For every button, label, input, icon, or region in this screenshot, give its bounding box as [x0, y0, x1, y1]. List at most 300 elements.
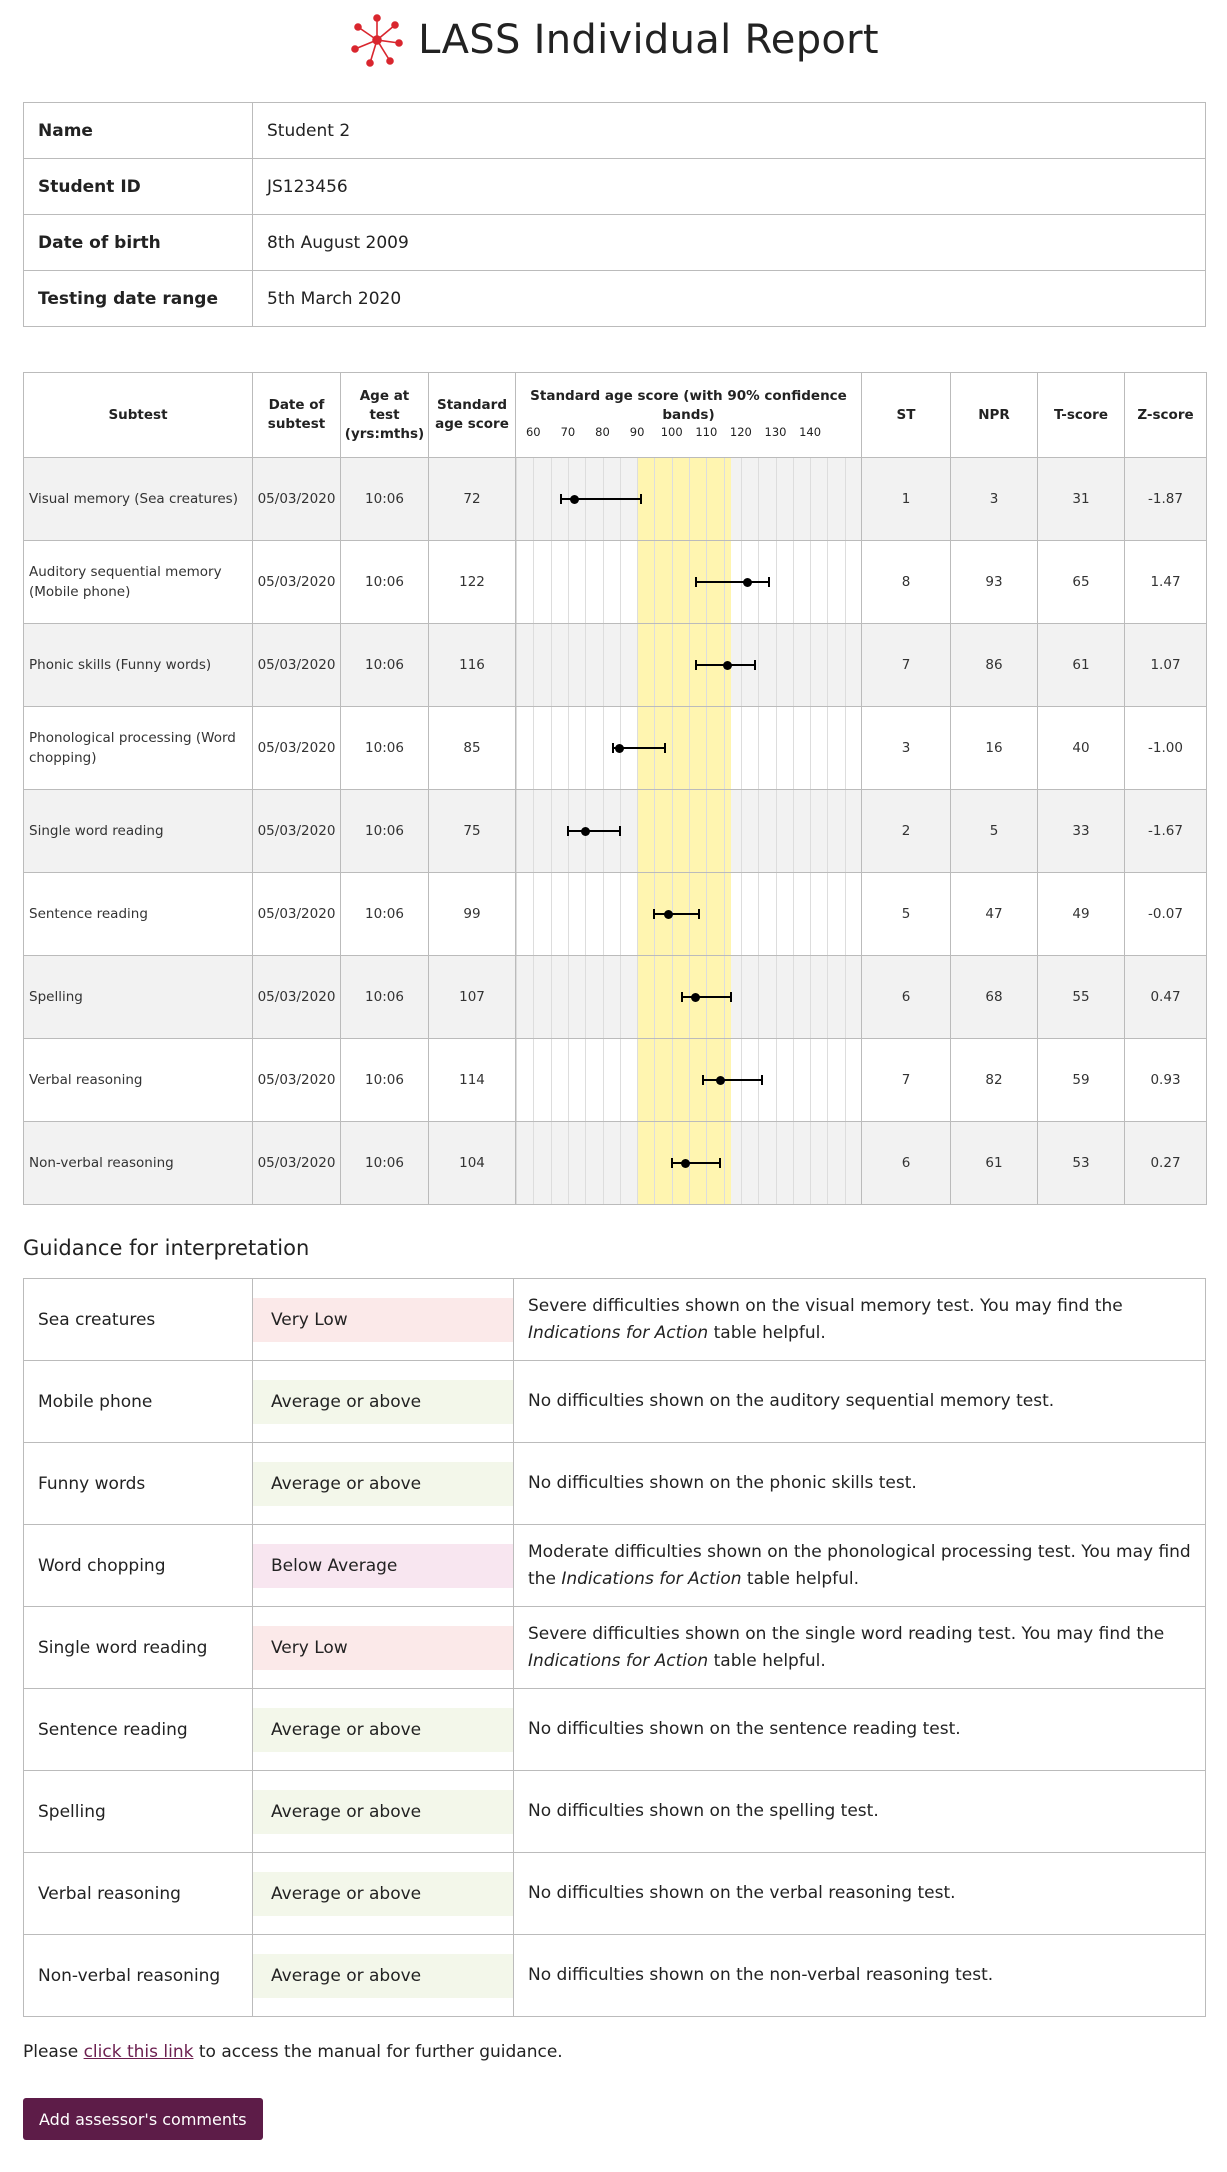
score-point [581, 827, 590, 836]
grid-line [551, 956, 552, 1038]
info-label: Date of birth [24, 215, 253, 271]
info-row-student-id [24, 159, 1206, 215]
grid-line [724, 1122, 725, 1204]
grid-line [516, 707, 517, 789]
grid-line [568, 956, 569, 1038]
score-point [743, 578, 752, 587]
cell-st: 6 [862, 956, 951, 1039]
grid-line [568, 1039, 569, 1121]
score-point [615, 744, 624, 753]
cell-sas: 107 [429, 956, 516, 1039]
cell-z-score: 0.47 [1125, 956, 1207, 1039]
cell-subtest: Phonological processing (Word chopping) [24, 707, 253, 790]
grid-line [827, 541, 828, 623]
grid-line [810, 1039, 811, 1121]
grid-line [810, 541, 811, 623]
cell-npr: 47 [951, 873, 1038, 956]
grid-line [620, 1122, 621, 1204]
guidance-level-cell [253, 1607, 514, 1689]
cell-subtest: Visual memory (Sea creatures) [24, 458, 253, 541]
col-sas: Standard age score [429, 373, 516, 458]
cell-date: 05/03/2020 [253, 707, 341, 790]
grid-line [585, 541, 586, 623]
cell-chart [516, 458, 862, 541]
cell-t-score: 55 [1038, 956, 1125, 1039]
guidance-test: Sea creatures [24, 1279, 253, 1361]
grid-line [672, 1039, 673, 1121]
x-tick-label: 110 [695, 425, 718, 439]
confidence-cap [567, 826, 569, 836]
cell-st: 6 [862, 1122, 951, 1205]
grid-line [810, 707, 811, 789]
info-value: JS123456 [253, 159, 1206, 215]
page-title: LASS Individual Report [418, 17, 879, 63]
cell-st: 2 [862, 790, 951, 873]
grid-line [620, 624, 621, 706]
table-row [24, 1039, 1207, 1122]
grid-line [585, 707, 586, 789]
grid-line [585, 1122, 586, 1204]
cell-chart [516, 541, 862, 624]
grid-line [793, 1122, 794, 1204]
grid-line [845, 873, 846, 955]
grid-line [810, 790, 811, 872]
scores-body [24, 458, 1207, 1205]
guidance-test: Verbal reasoning [24, 1853, 253, 1935]
guidance-test: Spelling [24, 1771, 253, 1853]
cell-sas: 99 [429, 873, 516, 956]
x-tick-label: 130 [764, 425, 787, 439]
grid-line [637, 790, 638, 872]
average-band [637, 458, 730, 540]
confidence-band [682, 996, 730, 998]
score-point [691, 993, 700, 1002]
grid-line [533, 790, 534, 872]
info-label: Testing date range [24, 271, 253, 327]
guidance-text [514, 1607, 1206, 1689]
grid-line [706, 458, 707, 540]
level-badge: Average or above [253, 1462, 513, 1506]
grid-line [776, 873, 777, 955]
confidence-cap [730, 992, 732, 1002]
cell-chart [516, 707, 862, 790]
cell-age: 10:06 [341, 1039, 429, 1122]
cell-npr: 16 [951, 707, 1038, 790]
cell-t-score: 65 [1038, 541, 1125, 624]
guidance-row [24, 1279, 1206, 1361]
grid-line [568, 1122, 569, 1204]
cell-npr: 86 [951, 624, 1038, 707]
guidance-text-tail: table helpful. [708, 1650, 826, 1671]
grid-line [654, 790, 655, 872]
average-band [637, 790, 730, 872]
confidence-band [568, 830, 620, 832]
cell-z-score: 0.93 [1125, 1039, 1207, 1122]
grid-line [585, 873, 586, 955]
grid-line [845, 1122, 846, 1204]
cell-subtest: Phonic skills (Funny words) [24, 624, 253, 707]
manual-note-suffix: to access the manual for further guidance. [193, 2042, 563, 2062]
grid-line [827, 1039, 828, 1121]
grid-line [603, 624, 604, 706]
grid-line [654, 1122, 655, 1204]
student-info-table [23, 102, 1206, 327]
grid-line [741, 458, 742, 540]
info-label: Student ID [24, 159, 253, 215]
grid-line [827, 458, 828, 540]
confidence-cap [695, 660, 697, 670]
grid-line [827, 707, 828, 789]
guidance-text [514, 1443, 1206, 1525]
grid-line [585, 1039, 586, 1121]
table-row [24, 1122, 1207, 1205]
cell-age: 10:06 [341, 624, 429, 707]
cell-date: 05/03/2020 [253, 790, 341, 873]
cell-chart [516, 1039, 862, 1122]
info-value: Student 2 [253, 103, 1206, 159]
cell-st: 5 [862, 873, 951, 956]
grid-line [516, 873, 517, 955]
confidence-cap [768, 577, 770, 587]
grid-line [620, 873, 621, 955]
grid-line [533, 458, 534, 540]
grid-line [568, 624, 569, 706]
confidence-cap [619, 826, 621, 836]
confidence-cap [754, 660, 756, 670]
col-age: Age at test (yrs:mths) [341, 373, 429, 458]
level-badge: Average or above [253, 1872, 513, 1916]
cell-date: 05/03/2020 [253, 1122, 341, 1205]
cell-subtest: Verbal reasoning [24, 1039, 253, 1122]
grid-line [758, 956, 759, 1038]
col-z-score: Z-score [1125, 373, 1207, 458]
cell-chart [516, 1122, 862, 1205]
guidance-text [514, 1935, 1206, 2017]
grid-line [672, 541, 673, 623]
cell-subtest: Sentence reading [24, 873, 253, 956]
cell-age: 10:06 [341, 707, 429, 790]
cell-chart [516, 790, 862, 873]
x-tick-label: 80 [595, 425, 610, 439]
grid-line [672, 956, 673, 1038]
cell-subtest: Spelling [24, 956, 253, 1039]
grid-line [568, 541, 569, 623]
guidance-row [24, 1853, 1206, 1935]
guidance-text-main: No difficulties shown on the spelling test. [528, 1801, 879, 1821]
confidence-band [703, 1079, 762, 1081]
cell-z-score: 0.27 [1125, 1122, 1207, 1205]
grid-line [758, 458, 759, 540]
guidance-row [24, 1525, 1206, 1607]
table-row [24, 541, 1207, 624]
cell-subtest: Auditory sequential memory (Mobile phone) [24, 541, 253, 624]
guidance-test: Non-verbal reasoning [24, 1935, 253, 2017]
grid-line [845, 956, 846, 1038]
guidance-level-cell [253, 1771, 514, 1853]
grid-line [793, 458, 794, 540]
cell-t-score: 31 [1038, 458, 1125, 541]
grid-line [516, 1039, 517, 1121]
cell-t-score: 53 [1038, 1122, 1125, 1205]
grid-line [724, 790, 725, 872]
grid-line [810, 1122, 811, 1204]
grid-line [845, 1039, 846, 1121]
grid-line [672, 707, 673, 789]
cell-age: 10:06 [341, 790, 429, 873]
table-row [24, 790, 1207, 873]
guidance-text-main: Severe difficulties shown on the single word reading test. You may find the [528, 1623, 1165, 1644]
level-badge: Very Low [253, 1298, 513, 1342]
grid-line [672, 790, 673, 872]
table-row [24, 624, 1207, 707]
grid-line [741, 873, 742, 955]
grid-line [551, 707, 552, 789]
score-point [723, 661, 732, 670]
guidance-text-main: No difficulties shown on the auditory sequential memory test. [528, 1391, 1055, 1411]
grid-line [654, 541, 655, 623]
guidance-row [24, 1607, 1206, 1689]
grid-line [516, 458, 517, 540]
cell-age: 10:06 [341, 541, 429, 624]
grid-line [758, 707, 759, 789]
cell-z-score: -1.00 [1125, 707, 1207, 790]
grid-line [758, 873, 759, 955]
col-date: Date of subtest [253, 373, 341, 458]
grid-line [516, 956, 517, 1038]
chart-title: Standard age score (with 90% confidence bands) [530, 388, 847, 423]
grid-line [776, 1039, 777, 1121]
cell-t-score: 61 [1038, 624, 1125, 707]
cell-st: 8 [862, 541, 951, 624]
cell-z-score: 1.07 [1125, 624, 1207, 707]
info-row-testing-date [24, 271, 1206, 327]
cell-t-score: 40 [1038, 707, 1125, 790]
grid-line [793, 873, 794, 955]
grid-line [533, 956, 534, 1038]
guidance-text-main: No difficulties shown on the phonic skills test. [528, 1473, 917, 1493]
cell-sas: 72 [429, 458, 516, 541]
grid-line [603, 541, 604, 623]
cell-st: 1 [862, 458, 951, 541]
confidence-band [654, 913, 699, 915]
cell-sas: 104 [429, 1122, 516, 1205]
grid-line [689, 458, 690, 540]
grid-line [603, 1122, 604, 1204]
table-row [24, 956, 1207, 1039]
grid-line [741, 707, 742, 789]
guidance-test: Single word reading [24, 1607, 253, 1689]
cell-chart [516, 873, 862, 956]
grid-line [637, 624, 638, 706]
guidance-text-main: No difficulties shown on the verbal reasoning test. [528, 1883, 956, 1903]
grid-line [551, 1039, 552, 1121]
guidance-level-cell [253, 1279, 514, 1361]
guidance-text-main: Severe difficulties shown on the visual memory test. You may find the [528, 1295, 1123, 1316]
x-tick-label: 60 [525, 425, 541, 439]
grid-line [810, 873, 811, 955]
grid-line [810, 956, 811, 1038]
grid-line [827, 624, 828, 706]
cell-date: 05/03/2020 [253, 956, 341, 1039]
grid-line [533, 873, 534, 955]
level-badge: Below Average [253, 1544, 513, 1588]
grid-line [741, 790, 742, 872]
guidance-level-cell [253, 1361, 514, 1443]
scores-header-row [24, 373, 1207, 458]
grid-line [776, 790, 777, 872]
cell-date: 05/03/2020 [253, 541, 341, 624]
grid-line [516, 541, 517, 623]
grid-line [551, 873, 552, 955]
grid-line [637, 873, 638, 955]
info-value: 8th August 2009 [253, 215, 1206, 271]
grid-line [827, 790, 828, 872]
confidence-band [672, 1162, 720, 1164]
confidence-cap [681, 992, 683, 1002]
grid-line [776, 1122, 777, 1204]
grid-line [793, 707, 794, 789]
grid-line [758, 1122, 759, 1204]
cell-z-score: -0.07 [1125, 873, 1207, 956]
manual-link[interactable]: click this link [83, 2042, 194, 2062]
grid-line [845, 458, 846, 540]
grid-line [810, 458, 811, 540]
guidance-row [24, 1771, 1206, 1853]
add-assessor-comments-button[interactable]: Add assessor's comments [23, 2098, 263, 2140]
grid-line [533, 624, 534, 706]
cell-sas: 116 [429, 624, 516, 707]
level-badge: Average or above [253, 1790, 513, 1834]
guidance-level-cell [253, 1689, 514, 1771]
x-tick-label: 70 [560, 425, 576, 439]
cell-age: 10:06 [341, 458, 429, 541]
confidence-band [696, 581, 769, 583]
grid-line [533, 541, 534, 623]
score-point [570, 495, 579, 504]
cell-t-score: 49 [1038, 873, 1125, 956]
cell-sas: 114 [429, 1039, 516, 1122]
grid-line [845, 790, 846, 872]
guidance-row [24, 1689, 1206, 1771]
cell-npr: 93 [951, 541, 1038, 624]
grid-line [689, 624, 690, 706]
grid-line [793, 1039, 794, 1121]
grid-line [533, 1039, 534, 1121]
cell-sas: 75 [429, 790, 516, 873]
x-tick-label: 120 [729, 425, 752, 439]
cell-sas: 122 [429, 541, 516, 624]
cell-chart [516, 624, 862, 707]
confidence-cap [560, 494, 562, 504]
grid-line [776, 956, 777, 1038]
grid-line [516, 790, 517, 872]
grid-line [724, 458, 725, 540]
confidence-cap [653, 909, 655, 919]
grid-line [654, 1039, 655, 1121]
grid-line [672, 624, 673, 706]
grid-line [706, 873, 707, 955]
guidance-table [23, 1278, 1206, 2017]
level-badge: Average or above [253, 1954, 513, 1998]
col-npr: NPR [951, 373, 1038, 458]
x-tick-label: 140 [799, 425, 822, 439]
level-badge: Average or above [253, 1708, 513, 1752]
guidance-text [514, 1279, 1206, 1361]
guidance-level-cell [253, 1935, 514, 2017]
grid-line [741, 956, 742, 1038]
grid-line [689, 707, 690, 789]
scores-table [23, 372, 1207, 1205]
grid-line [845, 707, 846, 789]
guidance-text-main: No difficulties shown on the non-verbal reasoning test. [528, 1965, 994, 1985]
info-row-name [24, 103, 1206, 159]
col-chart [516, 373, 862, 458]
grid-line [689, 790, 690, 872]
guidance-text [514, 1361, 1206, 1443]
cell-npr: 5 [951, 790, 1038, 873]
grid-line [585, 956, 586, 1038]
x-tick-label: 90 [629, 425, 645, 439]
grid-line [533, 707, 534, 789]
grid-line [568, 873, 569, 955]
grid-line [672, 458, 673, 540]
cell-sas: 85 [429, 707, 516, 790]
grid-line [603, 707, 604, 789]
cell-npr: 82 [951, 1039, 1038, 1122]
grid-line [654, 624, 655, 706]
grid-line [551, 624, 552, 706]
cell-chart [516, 956, 862, 1039]
manual-note-prefix: Please [23, 2042, 84, 2062]
cell-date: 05/03/2020 [253, 873, 341, 956]
guidance-text-emphasis: Indications for Action [561, 1568, 742, 1589]
grid-line [776, 541, 777, 623]
report-header [23, 0, 1206, 80]
grid-line [689, 1039, 690, 1121]
cell-z-score: -1.67 [1125, 790, 1207, 873]
grid-line [741, 1122, 742, 1204]
grid-line [603, 1039, 604, 1121]
guidance-row [24, 1361, 1206, 1443]
guidance-title: Guidance for interpretation [23, 1236, 310, 1260]
grid-line [827, 1122, 828, 1204]
grid-line [776, 707, 777, 789]
guidance-text-tail: table helpful. [741, 1568, 860, 1589]
guidance-text-tail: table helpful. [708, 1322, 826, 1343]
grid-line [533, 1122, 534, 1204]
table-row [24, 458, 1207, 541]
guidance-test: Mobile phone [24, 1361, 253, 1443]
guidance-level-cell [253, 1443, 514, 1525]
cell-t-score: 33 [1038, 790, 1125, 873]
grid-line [654, 956, 655, 1038]
guidance-text-emphasis: Indications for Action [528, 1650, 709, 1671]
guidance-text-emphasis: Indications for Action [528, 1322, 709, 1343]
grid-line [706, 707, 707, 789]
grid-line [637, 1122, 638, 1204]
guidance-text-main: Moderate difficulties shown on the phonological processing test. You may find the [528, 1541, 1191, 1589]
grid-line [793, 624, 794, 706]
cell-age: 10:06 [341, 873, 429, 956]
confidence-cap [719, 1158, 721, 1168]
guidance-text [514, 1689, 1206, 1771]
cell-npr: 61 [951, 1122, 1038, 1205]
cell-subtest: Non-verbal reasoning [24, 1122, 253, 1205]
cell-z-score: 1.47 [1125, 541, 1207, 624]
cell-st: 3 [862, 707, 951, 790]
grid-line [637, 956, 638, 1038]
cell-subtest: Single word reading [24, 790, 253, 873]
